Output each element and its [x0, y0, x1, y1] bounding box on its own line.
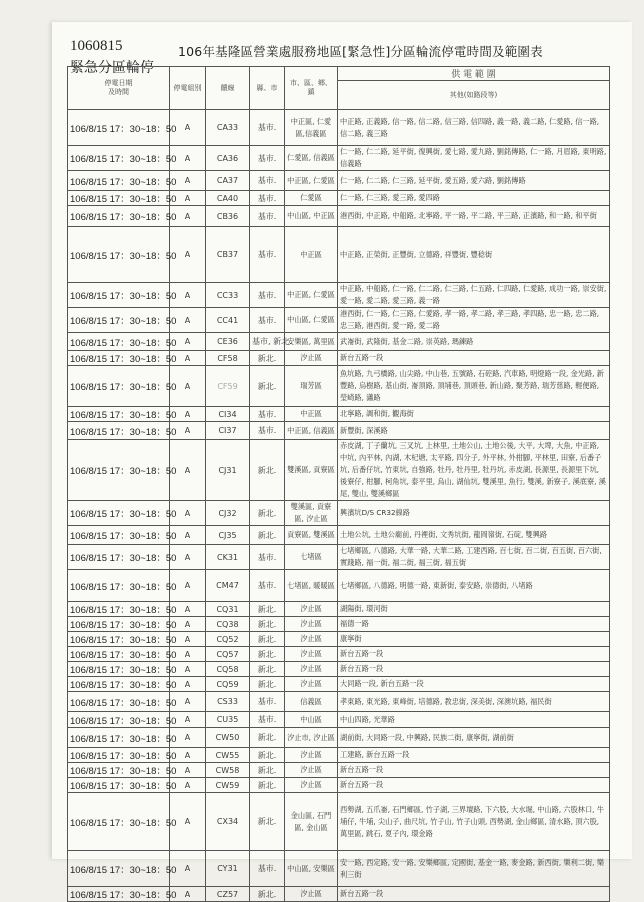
header-feeder: 饋線 — [206, 67, 250, 110]
cell-group: A — [170, 227, 206, 283]
cell-area: 貢寮區, 雙溪區 — [285, 526, 338, 545]
table-row — [68, 545, 610, 570]
cell-time: 106/8/15 17：30~18：50 — [68, 728, 170, 748]
cell-other: 西勢湖, 五爪崙, 石門鄉區, 竹子湖, 三界壇路, 下六股, 大水堀, 中山路, 六股林口, 牛埔仔, 牛埔, 尖山子, 曲尺坑, 竹子山, 竹子山頭, 西勢湖, 金山鄉區, 清水路, 頂六股, 萬里區, 跳石, 夏子內, 環金路 — [338, 793, 610, 851]
cell-other: 仁一路, 仁三路, 愛三路, 愛四路 — [338, 191, 610, 206]
cell-group: A — [170, 110, 206, 146]
cell-other: 新台五路一段 — [338, 763, 610, 778]
cell-feeder: CF58 — [206, 351, 250, 366]
cell-area: 仁愛區, 信義區 — [285, 146, 338, 171]
cell-group: A — [170, 677, 206, 692]
cell-group: A — [170, 763, 206, 778]
cell-other: 福德一路 — [338, 617, 610, 632]
cell-feeder: CI34 — [206, 407, 250, 422]
table-row — [68, 728, 610, 748]
cell-feeder: CY31 — [206, 851, 250, 887]
cell-county: 新北. — [250, 440, 285, 501]
cell-area: 金山區, 石門區, 金山區 — [285, 793, 338, 851]
cell-county: 基市. — [250, 206, 285, 227]
table-row — [68, 851, 610, 887]
cell-other: 赤皮湖, 丁子蘭坑, 三叉坑, 上林里, 土地公山, 土地公後, 大平, 大埤, 大魚, 中正路, 中坑, 內平林, 內湖, 木杞塘, 太平路, 四分子, 外平林, 外柑腳, 平林里, 田寮, 后番子坑, 后番仔坑, 竹東坑, 自強路, 牡丹, 牡丹里, 牡丹坑, 赤皮湖, 長源里, 長源里下坑, 後寮仔, 柑腳, 柯角坑, 泰平里, 烏山, 湖仙坑, 雙溪里, 魚行, 雙溪, 新寮子, 溪底寮, 溪尾, 雙山, 雙溪鄉區 — [338, 440, 610, 501]
cell-county: 基市. — [250, 283, 285, 308]
cell-group: A — [170, 793, 206, 851]
table-row — [68, 333, 610, 351]
cell-time: 106/8/15 17：30~18：50 — [68, 110, 170, 146]
cell-feeder: CQ31 — [206, 602, 250, 617]
cell-county: 新北. — [250, 647, 285, 662]
cell-group: A — [170, 662, 206, 677]
cell-feeder: CQ57 — [206, 647, 250, 662]
cell-area: 汐止區 — [285, 748, 338, 763]
cell-county: 基市. — [250, 171, 285, 191]
cell-other: 仁一路, 仁二路, 延平街, 復興街, 愛七路, 愛九路, 劉銘傳路, 仁一路, 月眉路, 東明路, 信義路 — [338, 146, 610, 171]
cell-time: 106/8/15 17：30~18：50 — [68, 191, 170, 206]
cell-time: 106/8/15 17：30~18：50 — [68, 407, 170, 422]
table-row — [68, 692, 610, 712]
cell-time: 106/8/15 17：30~18：50 — [68, 146, 170, 171]
cell-county: 基市. — [250, 712, 285, 728]
cell-other: 湖陽街, 環河街 — [338, 602, 610, 617]
cell-time: 106/8/15 17：30~18：50 — [68, 778, 170, 793]
cell-feeder: CC41 — [206, 308, 250, 333]
cell-feeder: CS33 — [206, 692, 250, 712]
cell-county: 新北. — [250, 728, 285, 748]
cell-group: A — [170, 422, 206, 440]
cell-time: 106/8/15 17：30~18：50 — [68, 333, 170, 351]
cell-time: 106/8/15 17：30~18：50 — [68, 617, 170, 632]
table-row — [68, 887, 610, 902]
cell-time: 106/8/15 17：30~18：50 — [68, 227, 170, 283]
cell-county: 基市. — [250, 227, 285, 283]
cell-group: A — [170, 617, 206, 632]
cell-time: 106/8/15 17：30~18：50 — [68, 851, 170, 887]
table-row — [68, 283, 610, 308]
cell-area: 汐止區 — [285, 677, 338, 692]
cell-group: A — [170, 407, 206, 422]
cell-group: A — [170, 333, 206, 351]
cell-feeder: CA40 — [206, 191, 250, 206]
cell-other: 安一路, 西定路, 安一路, 安樂鄉區, 定國街, 基金一路, 麥金路, 新西街, 樂利二街, 樂利三街 — [338, 851, 610, 887]
cell-other: 新台五路一段 — [338, 662, 610, 677]
cell-feeder: CU35 — [206, 712, 250, 728]
cell-county: 基市, 新北. — [250, 333, 285, 351]
table-row — [68, 748, 610, 763]
cell-group: A — [170, 602, 206, 617]
cell-other: 湖前街, 大同路一段, 中興路, 民族二街, 康寧街, 湖前街 — [338, 728, 610, 748]
cell-group: A — [170, 712, 206, 728]
cell-other: 新台五路一段 — [338, 647, 610, 662]
cell-group: A — [170, 545, 206, 570]
cell-other: 工建路, 新台五路一段 — [338, 748, 610, 763]
cell-time: 106/8/15 17：30~18：50 — [68, 171, 170, 191]
cell-time: 106/8/15 17：30~18：50 — [68, 602, 170, 617]
cell-time: 106/8/15 17：30~18：50 — [68, 366, 170, 407]
cell-county: 基市. — [250, 308, 285, 333]
table-row — [68, 677, 610, 692]
cell-other: 中正路, 正榮街, 正豐街, 立德路, 祥豐街, 豐稔街 — [338, 227, 610, 283]
cell-group: A — [170, 647, 206, 662]
cell-other: 七堵鄉區, 八德路, 明德一路, 東新街, 泰安路, 崇德街, 八堵路 — [338, 570, 610, 602]
cell-area: 中山區, 中正區 — [285, 206, 338, 227]
cell-county: 基市. — [250, 191, 285, 206]
cell-time: 106/8/15 17：30~18：50 — [68, 632, 170, 647]
cell-county: 基市. — [250, 422, 285, 440]
cell-group: A — [170, 887, 206, 902]
cell-other: 中山四路, 光華路 — [338, 712, 610, 728]
table-row — [68, 570, 610, 602]
cell-feeder: CI37 — [206, 422, 250, 440]
cell-county: 新北. — [250, 662, 285, 677]
cell-feeder: CQ52 — [206, 632, 250, 647]
cell-feeder: CW55 — [206, 748, 250, 763]
header-county: 縣、市 — [250, 67, 285, 110]
cell-other: 中正路, 中船路, 仁一路, 仁二路, 仁三路, 仁五路, 仁四路, 仁愛路, 成功一路, 崇安街, 愛一路, 愛二路, 愛三路, 義一路 — [338, 283, 610, 308]
table-row — [68, 647, 610, 662]
document-title: 106年基隆區營業處服務地區[緊急性]分區輪流停電時間及範圍表 — [178, 44, 543, 59]
cell-feeder: CK31 — [206, 545, 250, 570]
cell-group: A — [170, 526, 206, 545]
cell-area: 雙溪區, 貢寮區 — [285, 440, 338, 501]
cell-other: 新台五路一段 — [338, 778, 610, 793]
cell-area: 中山區, 安樂區 — [285, 851, 338, 887]
table-row — [68, 366, 610, 407]
cell-group: A — [170, 171, 206, 191]
cell-other: 魚坑路, 九弓橋路, 山尖路, 中山巷, 五號路, 石硿路, 汽車路, 明燈路一段, 金光路, 新豐路, 烏樹路, 基山街, 崙頂路, 頂埔巷, 頂頭巷, 新山路, 聚芳路, 瑞芳慈路, 輕便路, 瑩崎路, 瀟路 — [338, 366, 610, 407]
cell-county: 基市. — [250, 407, 285, 422]
cell-time: 106/8/15 17：30~18：50 — [68, 422, 170, 440]
table-row — [68, 227, 610, 283]
cell-area: 汐止區 — [285, 617, 338, 632]
cell-feeder: CQ58 — [206, 662, 250, 677]
cell-group: A — [170, 778, 206, 793]
document-code: 1060815 — [70, 38, 123, 54]
cell-feeder: CJ32 — [206, 501, 250, 526]
cell-county: 新北. — [250, 602, 285, 617]
cell-other: 港西街, 仁一路, 仁三路, 仁愛路, 孝一路, 孝二路, 孝三路, 孝四路, 忠一路, 忠二路, 忠三路, 港西街, 愛一路, 愛二路 — [338, 308, 610, 333]
cell-time: 106/8/15 17：30~18：50 — [68, 206, 170, 227]
cell-time: 106/8/15 17：30~18：50 — [68, 692, 170, 712]
cell-county: 基市. — [250, 692, 285, 712]
cell-county: 基市. — [250, 851, 285, 887]
cell-area: 汐止區 — [285, 351, 338, 366]
cell-area: 中正區, 仁愛區 — [285, 171, 338, 191]
cell-feeder: CF59 — [206, 366, 250, 407]
cell-other: 新台五路一段 — [338, 351, 610, 366]
table-row — [68, 422, 610, 440]
cell-group: A — [170, 283, 206, 308]
cell-county: 基市. — [250, 545, 285, 570]
cell-area: 汐止區 — [285, 778, 338, 793]
cell-group: A — [170, 146, 206, 171]
cell-feeder: CB36 — [206, 206, 250, 227]
cell-time: 106/8/15 17：30~18：50 — [68, 308, 170, 333]
cell-time: 106/8/15 17：30~18：50 — [68, 545, 170, 570]
table-row — [68, 763, 610, 778]
cell-area: 瑞芳區 — [285, 366, 338, 407]
cell-area: 仁愛區 — [285, 191, 338, 206]
cell-area: 汐止區 — [285, 763, 338, 778]
cell-group: A — [170, 851, 206, 887]
cell-group: A — [170, 366, 206, 407]
cell-other: 孝東路, 東光路, 東峰街, 培德路, 教忠街, 深美街, 深澳坑路, 福民街 — [338, 692, 610, 712]
cell-time: 106/8/15 17：30~18：50 — [68, 763, 170, 778]
cell-time: 106/8/15 17：30~18：50 — [68, 526, 170, 545]
cell-county: 基市. — [250, 570, 285, 602]
cell-other: 大同路一段, 新台五路一段 — [338, 677, 610, 692]
cell-time: 106/8/15 17：30~18：50 — [68, 283, 170, 308]
document-subtitle: 緊急分區輪停 — [70, 60, 154, 76]
cell-area: 中正區 — [285, 227, 338, 283]
table-row — [68, 632, 610, 647]
cell-other: 北寧路, 調和街, 觀海街 — [338, 407, 610, 422]
cell-county: 新北. — [250, 351, 285, 366]
cell-county: 新北. — [250, 501, 285, 526]
cell-area: 汐止市, 汐止區 — [285, 728, 338, 748]
cell-feeder: CZ57 — [206, 887, 250, 902]
cell-feeder: CJ35 — [206, 526, 250, 545]
table-row — [68, 662, 610, 677]
cell-feeder: CQ59 — [206, 677, 250, 692]
cell-other: 興濱坑D/S CR32線路 — [338, 501, 610, 526]
cell-other: 新台五路一段 — [338, 887, 610, 902]
cell-area: 中山區, 仁愛區 — [285, 308, 338, 333]
table-row — [68, 171, 610, 191]
cell-time: 106/8/15 17：30~18：50 — [68, 351, 170, 366]
cell-area: 中正區 — [285, 407, 338, 422]
cell-group: A — [170, 501, 206, 526]
cell-area: 汐止區 — [285, 647, 338, 662]
header-group: 停電組別 — [170, 67, 206, 110]
cell-group: A — [170, 308, 206, 333]
cell-group: A — [170, 748, 206, 763]
cell-feeder: CA37 — [206, 171, 250, 191]
cell-county: 新北. — [250, 366, 285, 407]
cell-time: 106/8/15 17：30~18：50 — [68, 793, 170, 851]
cell-area: 汐止區 — [285, 632, 338, 647]
cell-group: A — [170, 191, 206, 206]
cell-area: 中正區, 信義區 — [285, 422, 338, 440]
table-row — [68, 602, 610, 617]
cell-other: 港西街, 中正路, 中船路, 北寧路, 平一路, 平二路, 平三路, 正濱路, 和一路, 和平街 — [338, 206, 610, 227]
cell-area: 中正區, 仁愛區 — [285, 283, 338, 308]
cell-area: 汐止區 — [285, 662, 338, 677]
cell-feeder: CQ38 — [206, 617, 250, 632]
cell-area: 七堵區 — [285, 545, 338, 570]
table-row — [68, 407, 610, 422]
cell-feeder: CA36 — [206, 146, 250, 171]
cell-county: 新北. — [250, 763, 285, 778]
cell-other: 仁一路, 仁二路, 仁三路, 延平街, 愛五路, 愛六路, 劉銘傳路 — [338, 171, 610, 191]
cell-time: 106/8/15 17：30~18：50 — [68, 662, 170, 677]
cell-time: 106/8/15 17：30~18：50 — [68, 887, 170, 902]
header-area: 市、區、鄉、鎮 — [285, 67, 338, 110]
cell-group: A — [170, 570, 206, 602]
table-row — [68, 501, 610, 526]
cell-county: 新北. — [250, 526, 285, 545]
table-row — [68, 146, 610, 171]
table-row — [68, 110, 610, 146]
cell-other: 新豐街, 深溪路 — [338, 422, 610, 440]
header-time: 停電日期 及時間 — [68, 67, 170, 110]
header-other: 其他(如路段等) — [338, 81, 610, 110]
cell-county: 新北. — [250, 632, 285, 647]
cell-time: 106/8/15 17：30~18：50 — [68, 570, 170, 602]
cell-time: 106/8/15 17：30~18：50 — [68, 712, 170, 728]
cell-county: 新北. — [250, 887, 285, 902]
cell-county: 新北. — [250, 778, 285, 793]
cell-area: 中山區 — [285, 712, 338, 728]
cell-feeder: CA33 — [206, 110, 250, 146]
cell-feeder: CW59 — [206, 778, 250, 793]
cell-group: A — [170, 206, 206, 227]
table-row — [68, 308, 610, 333]
cell-time: 106/8/15 17：30~18：50 — [68, 748, 170, 763]
cell-group: A — [170, 728, 206, 748]
cell-feeder: CM47 — [206, 570, 250, 602]
cell-area: 汐止區 — [285, 602, 338, 617]
cell-feeder: CW50 — [206, 728, 250, 748]
cell-county: 新北. — [250, 677, 285, 692]
cell-feeder: CB37 — [206, 227, 250, 283]
cell-other: 武崙街, 武隆街, 基金二路, 崇英路, 瑪鍊路 — [338, 333, 610, 351]
cell-area: 雙溪區, 貢寮區, 汐止區 — [285, 501, 338, 526]
cell-feeder: CJ31 — [206, 440, 250, 501]
cell-area: 安樂區, 萬里區 — [285, 333, 338, 351]
cell-feeder: CC33 — [206, 283, 250, 308]
cell-area: 中正區, 仁愛區,信義區 — [285, 110, 338, 146]
cell-area: 汐止區 — [285, 887, 338, 902]
cell-feeder: CE36 — [206, 333, 250, 351]
header-range: 供 電 範 圍 — [338, 67, 610, 81]
table-row — [68, 778, 610, 793]
cell-other: 康寧街 — [338, 632, 610, 647]
cell-area: 信義區 — [285, 692, 338, 712]
cell-feeder: CW58 — [206, 763, 250, 778]
cell-group: A — [170, 440, 206, 501]
cell-group: A — [170, 692, 206, 712]
cell-group: A — [170, 351, 206, 366]
cell-other: 七堵鄉區, 八德路, 大華一路, 大華二路, 工建西路, 百七街, 百二街, 百五街, 百六街, 實踐路, 福一街, 福二街, 福三街, 福五街 — [338, 545, 610, 570]
table-row — [68, 191, 610, 206]
cell-time: 106/8/15 17：30~18：50 — [68, 647, 170, 662]
table-row — [68, 526, 610, 545]
cell-time: 106/8/15 17：30~18：50 — [68, 501, 170, 526]
cell-feeder: CX34 — [206, 793, 250, 851]
cell-other: 土地公坑, 土地公廟前, 丹裡街, 文秀坑街, 龍岡嶺街, 石碇, 雙興路 — [338, 526, 610, 545]
cell-county: 新北. — [250, 793, 285, 851]
cell-county: 新北. — [250, 748, 285, 763]
cell-other: 中正路, 正義路, 信一路, 信二路, 信三路, 信四路, 義一路, 義二路, 仁愛路, 信一路, 信二路, 義三路 — [338, 110, 610, 146]
table-row — [68, 712, 610, 728]
cell-time: 106/8/15 17：30~18：50 — [68, 677, 170, 692]
table-row — [68, 351, 610, 366]
table-row — [68, 617, 610, 632]
outage-schedule-table — [67, 66, 610, 902]
table-row — [68, 793, 610, 851]
cell-area: 七堵區, 暖暖區 — [285, 570, 338, 602]
cell-county: 基市. — [250, 146, 285, 171]
cell-time: 106/8/15 17：30~18：50 — [68, 440, 170, 501]
cell-county: 基市. — [250, 110, 285, 146]
cell-county: 新北. — [250, 617, 285, 632]
table-row — [68, 440, 610, 501]
table-row — [68, 206, 610, 227]
cell-group: A — [170, 632, 206, 647]
